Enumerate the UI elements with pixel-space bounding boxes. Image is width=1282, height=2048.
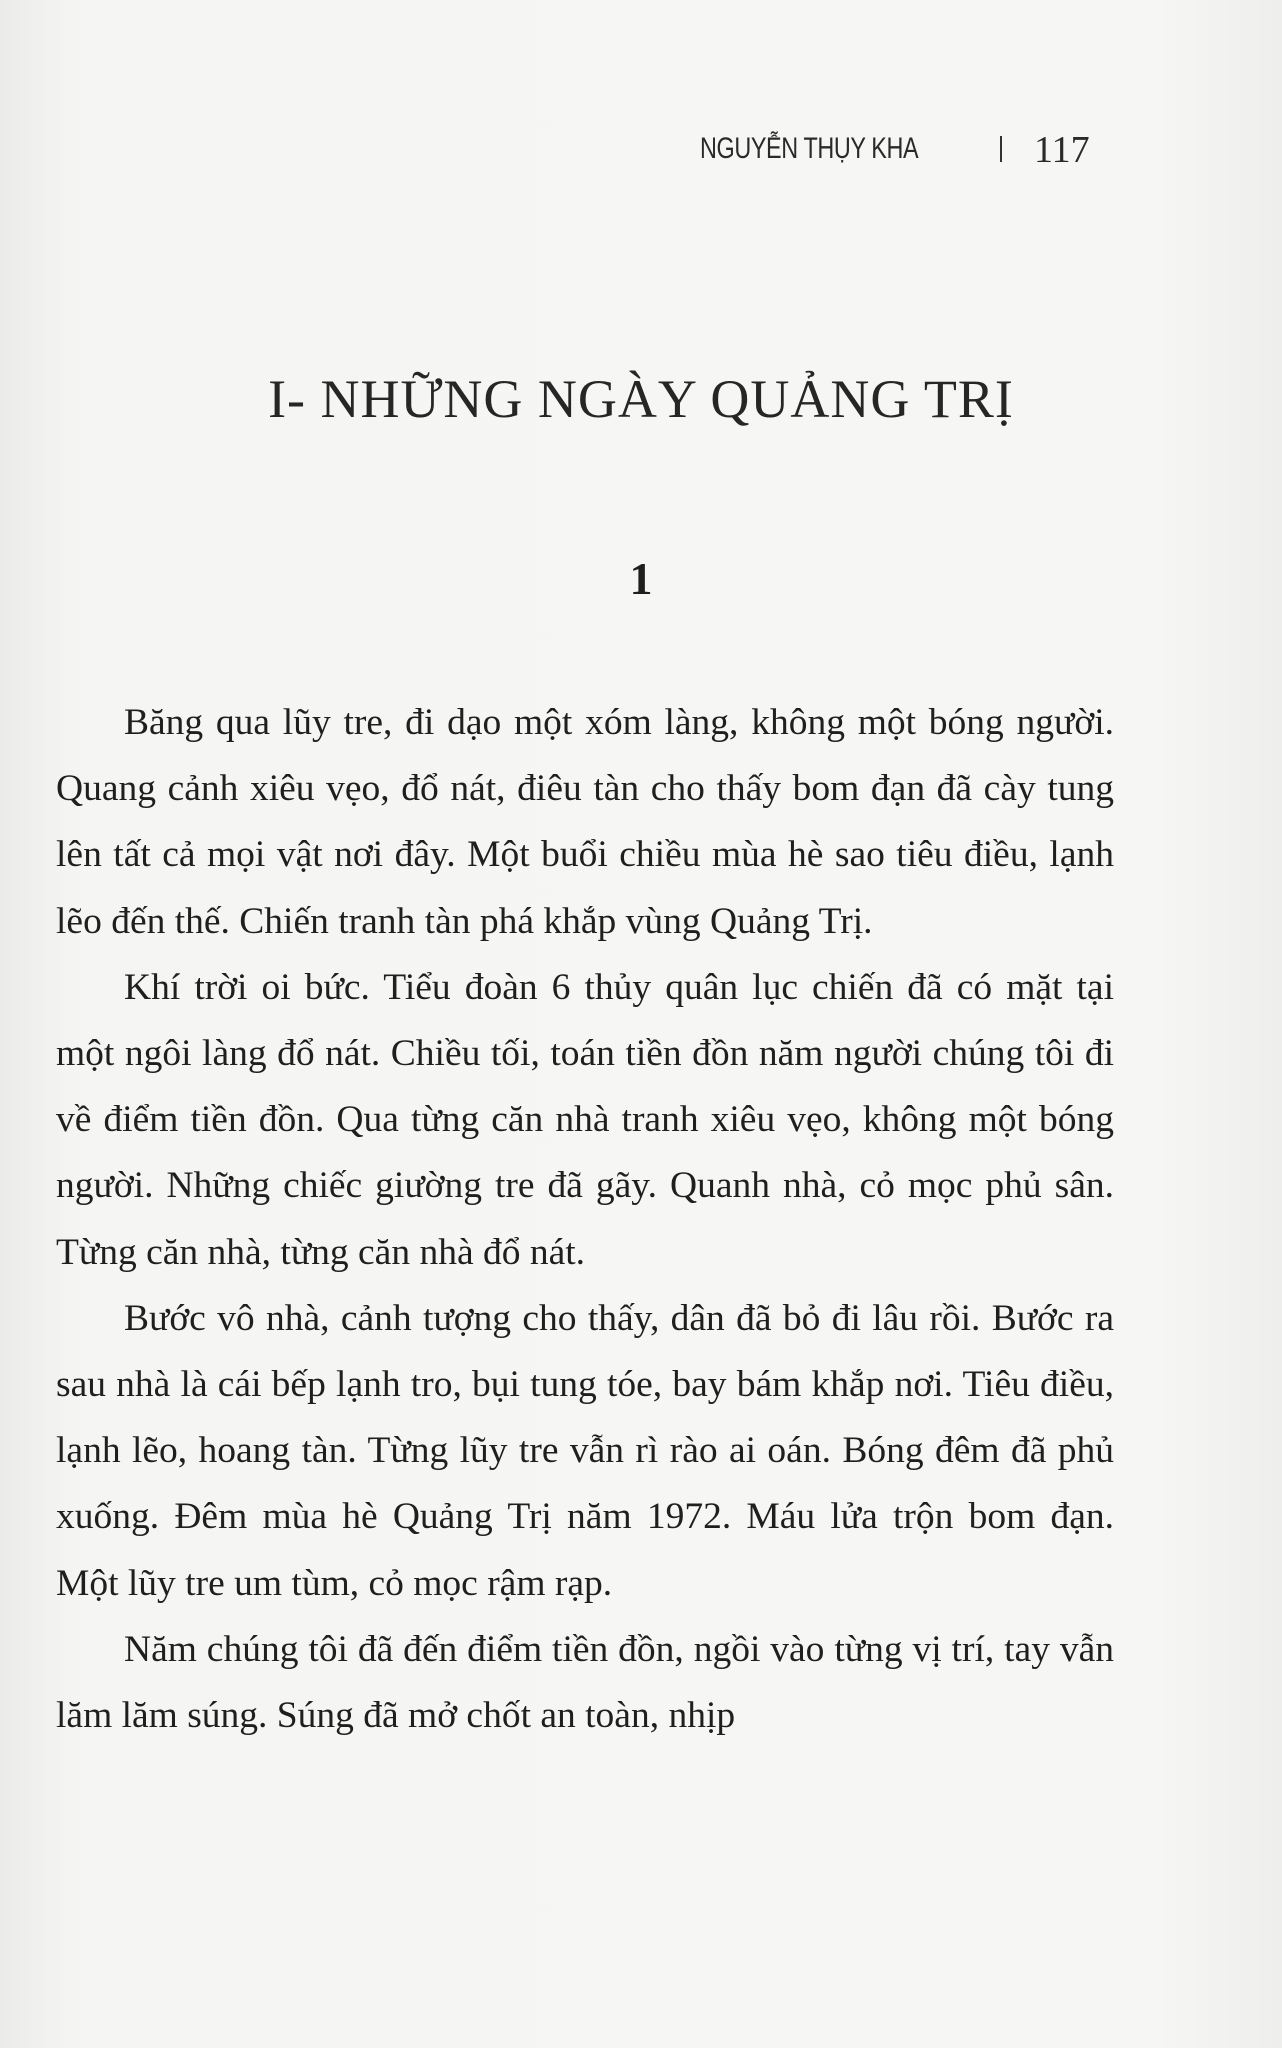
page-number: 117: [1034, 129, 1090, 171]
paragraph: Khí trời oi bức. Tiểu đoàn 6 thủy quân lục chiến đã có mặt tại một ngôi làng đổ nát. Chiều tối, toán tiền đồn năm người chúng tôi đi về điểm tiền đồn. Qua từng căn nhà tranh xiêu vẹo, không một bóng người. Những chiếc giường tre đã gãy. Quanh nhà, cỏ mọc phủ sân. Từng căn nhà, từng căn nhà đổ nát.: [56, 966, 1114, 1273]
running-head-author: NGUYỄN THỤY KHA: [700, 132, 919, 165]
paragraph: Năm chúng tôi đã đến điểm tiền đồn, ngồi vào từng vị trí, tay vẫn lăm lăm súng. Súng đã mở chốt an toàn, nhịp: [56, 1628, 1114, 1737]
paragraph: Bước vô nhà, cảnh tượng cho thấy, dân đã bỏ đi lâu rồi. Bước ra sau nhà là cái bếp lạnh tro, bụi tung tóe, bay bám khắp nơi. Tiêu điều, lạnh lẽo, hoang tàn. Từng lũy tre vẫn rì rào ai oán. Bóng đêm đã phủ xuống. Đêm mùa hè Quảng Trị năm 1972. Máu lửa trộn bom đạn. Một lũy tre um tùm, cỏ mọc rậm rạp.: [56, 1297, 1114, 1604]
body-text: [56, 690, 1114, 1749]
paragraph: Băng qua lũy tre, đi dạo một xóm làng, không một bóng người. Quang cảnh xiêu vẹo, đổ nát, điêu tàn cho thấy bom đạn đã cày tung lên tất cả mọi vật nơi đây. Một buổi chiều mùa hè sao tiêu điều, lạnh lẽo đến thế. Chiến tranh tàn phá khắp vùng Quảng Trị.: [56, 702, 1114, 942]
chapter-title: I- NHỮNG NGÀY QUẢNG TRỊ: [268, 369, 1014, 429]
running-head: [700, 129, 1100, 172]
section-number: 1: [629, 553, 653, 604]
running-head-separator: [1000, 136, 1002, 162]
